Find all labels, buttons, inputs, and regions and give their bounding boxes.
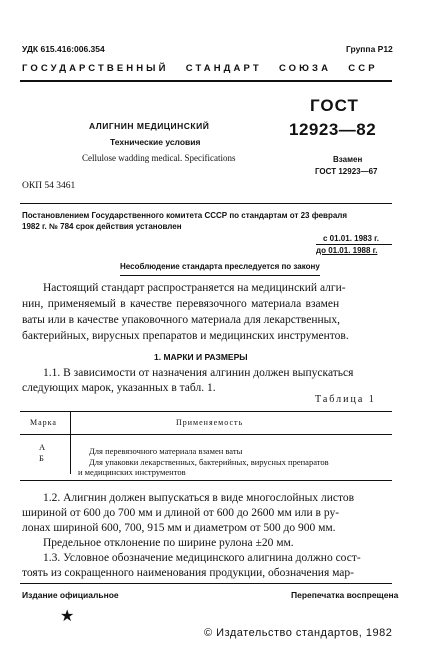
para-1-3-line-1: 1.3. Условное обозначение медицинского алигнина должно сост- — [43, 552, 361, 564]
document-title: АЛИГНИН МЕДИЦИНСКИЙ — [89, 121, 210, 131]
english-title: Cellulose wadding medical. Specifications — [82, 153, 236, 163]
title-rule — [20, 203, 392, 204]
replaces-label: Взамен — [333, 155, 363, 164]
star-icon: ★ — [60, 608, 75, 625]
official-edition: Издание официальное — [22, 590, 119, 600]
okp-code: ОКП 54 3461 — [22, 181, 76, 191]
footer-rule — [20, 583, 392, 584]
para-1-2-line-3: лонах шириной 600, 700, 915 мм и диаметром от 500 до 900 мм. — [22, 522, 336, 534]
para-1-2-line-2: шириной от 600 до 700 мм и длиной от 600 до 2600 мм или в ру- — [22, 507, 340, 519]
table-row-b-grade: Б — [39, 453, 44, 463]
table-row-b-use-cont: и медицинских инструментов — [78, 467, 186, 477]
decree-line-1: Постановлением Государственного комитета СССР по стандартам от 23 февраля — [22, 211, 348, 220]
table-row-a-grade: А — [39, 442, 46, 452]
state-standard-banner: ГОСУДАРСТВЕННЫЙ СТАНДАРТ СОЮЗА ССР — [22, 63, 378, 74]
intro-line-4: бактерийных, вирусных препаратов и медицинских инструментов. — [22, 330, 349, 342]
group-code: Группа Р12 — [346, 44, 393, 54]
gost-number: 12923—82 — [289, 120, 377, 139]
para-1-2-line-1: 1.2. Алигнин должен выпускаться в виде многослойных листов — [43, 492, 355, 504]
table-column-divider — [70, 412, 71, 474]
intro-line-2: нин, применяемый в качестве перевязочного материала взамен — [22, 298, 340, 310]
valid-to: до 01.01. 1988 г. — [316, 246, 378, 255]
decree-underline — [316, 244, 392, 245]
para-1-1-line-2: следующих марок, указанных в табл. 1. — [22, 382, 216, 394]
table-top-rule — [20, 411, 392, 412]
table-row-b-use: Для упаковки лекарственных, бактерийных, вирусных препаратов — [89, 457, 329, 467]
intro-line-3: ваты или в качестве упаковочного материала для лекарственных, — [22, 314, 341, 326]
intro-line-1: Настоящий стандарт распространяется на медицинский алги- — [43, 282, 346, 294]
law-warning: Несоблюдение стандарта преследуется по закону — [120, 262, 320, 271]
reprint-prohibited: Перепечатка воспрещена — [291, 590, 399, 600]
replaces-value: ГОСТ 12923—67 — [315, 167, 378, 176]
gost-label: ГОСТ — [310, 96, 359, 115]
valid-from: с 01.01. 1983 г. — [323, 234, 379, 243]
para-1-3-line-2: тоять из сокращенного наименования продукции, обозначения мар- — [22, 567, 354, 579]
para-1-2-line-4: Предельное отклонение по ширине рулона ±20 мм. — [43, 537, 294, 549]
section-heading: 1. МАРКИ И РАЗМЕРЫ — [154, 352, 248, 362]
header-rule — [20, 80, 392, 82]
table-header-use: Применяемость — [176, 418, 244, 427]
table-bottom-rule — [20, 480, 392, 481]
decree-line-2: 1982 г. № 784 срок действия установлен — [22, 222, 182, 231]
table-header-rule — [20, 434, 392, 435]
copyright: © Издательство стандартов, 1982 — [204, 627, 393, 639]
table-caption: Таблица 1 — [315, 394, 376, 405]
document-subtitle: Технические условия — [110, 137, 201, 147]
udk-code: УДК 615.416:006.354 — [22, 44, 105, 54]
para-1-1-line-1: 1.1. В зависимости от назначения алгинин должен выпускаться — [43, 367, 354, 379]
decree-underline-2 — [120, 275, 320, 276]
table-header-grade: Марка — [30, 418, 57, 427]
table-row-a-use: Для перевязочного материала взамен ваты — [89, 446, 243, 456]
